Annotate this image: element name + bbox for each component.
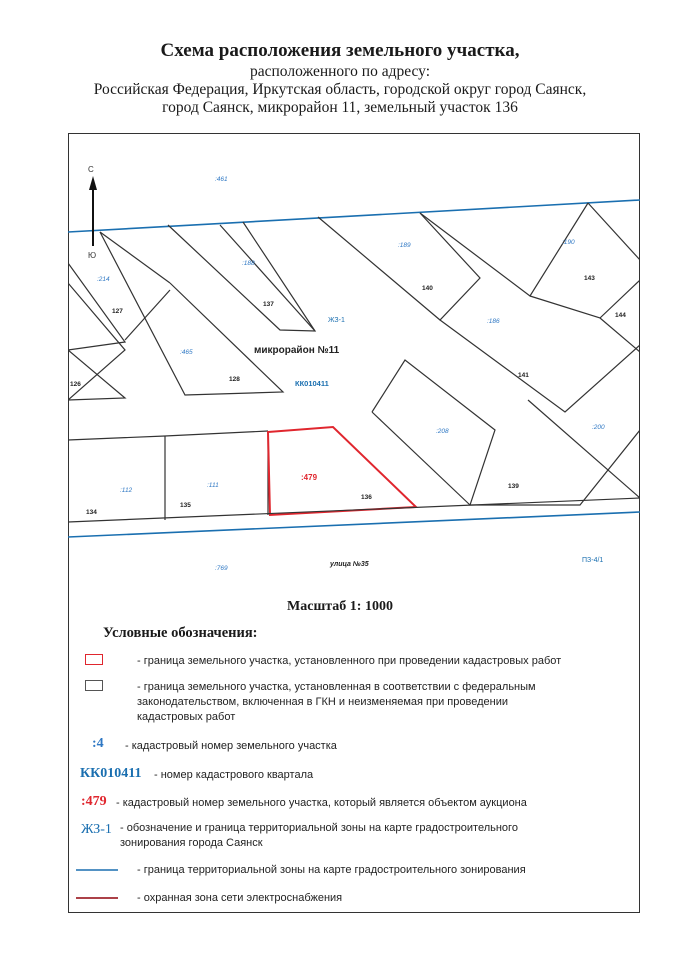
title-address-line-2: город Саянск, микрорайон 11, земельный участок 136 — [162, 99, 518, 116]
parcel-number: 136 — [361, 494, 372, 501]
map-scale: Масштаб 1: 1000 — [287, 599, 393, 614]
legend-zone-key: ЖЗ-1 — [81, 822, 112, 837]
parcel-cad-label: :111 — [207, 482, 219, 489]
parcel-number: 141 — [518, 372, 529, 379]
parcel-cad-label: :188 — [242, 260, 255, 267]
parcel-boundary — [600, 318, 640, 352]
parcel-boundary — [588, 203, 640, 260]
parcel-boundary — [440, 320, 640, 412]
parcel-boundary — [220, 225, 315, 331]
legend-power-text: - охранная зона сети электроснабжения — [137, 892, 343, 904]
parcel-number: 140 — [422, 285, 433, 292]
south-label: Ю — [88, 251, 97, 260]
legend-title: Условные обозначения: — [103, 625, 258, 641]
quarter-label: КК010411 — [295, 379, 329, 388]
parcel-number: 144 — [615, 312, 626, 319]
street-edge — [68, 498, 640, 522]
zone-label: ЖЗ-1 — [328, 317, 345, 324]
legend-quarter-key: КК010411 — [80, 766, 142, 781]
zone-pz-label: ПЗ-4/1 — [582, 557, 604, 564]
parcel-number: 126 — [70, 381, 81, 388]
parcel-cad-label: :769 — [215, 565, 228, 572]
legend-cad-key: :4 — [92, 736, 104, 751]
zone-boundary-street — [68, 512, 640, 537]
parcel-number: 137 — [263, 301, 274, 308]
title-address-line-1: Российская Федерация, Иркутская область, городской округ город Саянск, — [93, 81, 587, 98]
legend-red-box-text: - граница земельного участка, установленного при проведении кадастровых работ — [137, 655, 562, 667]
parcel-boundary — [68, 431, 268, 440]
parcel-cad-label: :465 — [180, 349, 193, 356]
parcel-cad-label: :208 — [436, 428, 449, 435]
parcel-cad-label: :190 — [562, 239, 575, 246]
parcel-boundary — [372, 412, 470, 505]
parcel-number: 139 — [508, 483, 519, 490]
parcel-boundary — [420, 203, 588, 296]
street-label: улица №35 — [330, 561, 369, 568]
parcel-cad-label: :186 — [487, 318, 500, 325]
parcel-cad-label: :214 — [97, 276, 110, 283]
parcel-cad-label: :461 — [215, 176, 228, 183]
parcel-boundary — [372, 360, 640, 505]
parcel-cad-label: :112 — [120, 487, 133, 494]
legend-quarter-text: - номер кадастрового квартала — [154, 769, 314, 781]
title-address-caption: расположенного по адресу: — [250, 63, 430, 80]
north-label: С — [88, 165, 94, 174]
parcel-cad-label: :200 — [592, 424, 605, 431]
parcel-number: 135 — [180, 502, 191, 509]
parcel-boundary — [100, 232, 170, 283]
legend-gray-box-text: - граница земельного участка, установленная в соответствии с федеральным законодательством, включенная в ГКН и неизменяемая при проведении кадастровых работ — [137, 681, 536, 723]
parcel-boundary — [528, 400, 640, 498]
parcel-number: 134 — [86, 509, 97, 516]
legend-red-box — [85, 654, 103, 665]
target-parcel-label: :479 — [301, 473, 318, 482]
legend-zone-line-text: - граница территориальной зоны на карте градостроительного зонирования — [137, 864, 526, 876]
legend-gray-box — [85, 680, 103, 691]
target-parcel-boundary — [268, 427, 416, 515]
parcel-number: 143 — [584, 275, 595, 282]
legend-auction-text: - кадастровый номер земельного участка, который является объектом аукциона — [116, 797, 527, 809]
parcel-boundary — [100, 232, 283, 395]
zone-boundary-top — [68, 200, 640, 232]
legend-auction-key: :479 — [81, 794, 107, 809]
parcel-number: 127 — [112, 308, 123, 315]
parcel-boundary — [125, 290, 170, 340]
district-label: микрорайон №11 — [254, 345, 340, 356]
legend-cad-text: - кадастровый номер земельного участка — [125, 740, 337, 752]
parcel-boundary — [318, 213, 480, 320]
parcel-number: 128 — [229, 376, 240, 383]
page-title: Схема расположения земельного участка, — [160, 40, 520, 61]
parcel-boundary — [168, 222, 315, 331]
legend-zone-text: - обозначение и граница территориальной зоны на карте градостроительного зонирования города Саянск — [120, 822, 518, 849]
north-arrow — [89, 176, 97, 246]
parcel-cad-label: :189 — [398, 242, 411, 249]
